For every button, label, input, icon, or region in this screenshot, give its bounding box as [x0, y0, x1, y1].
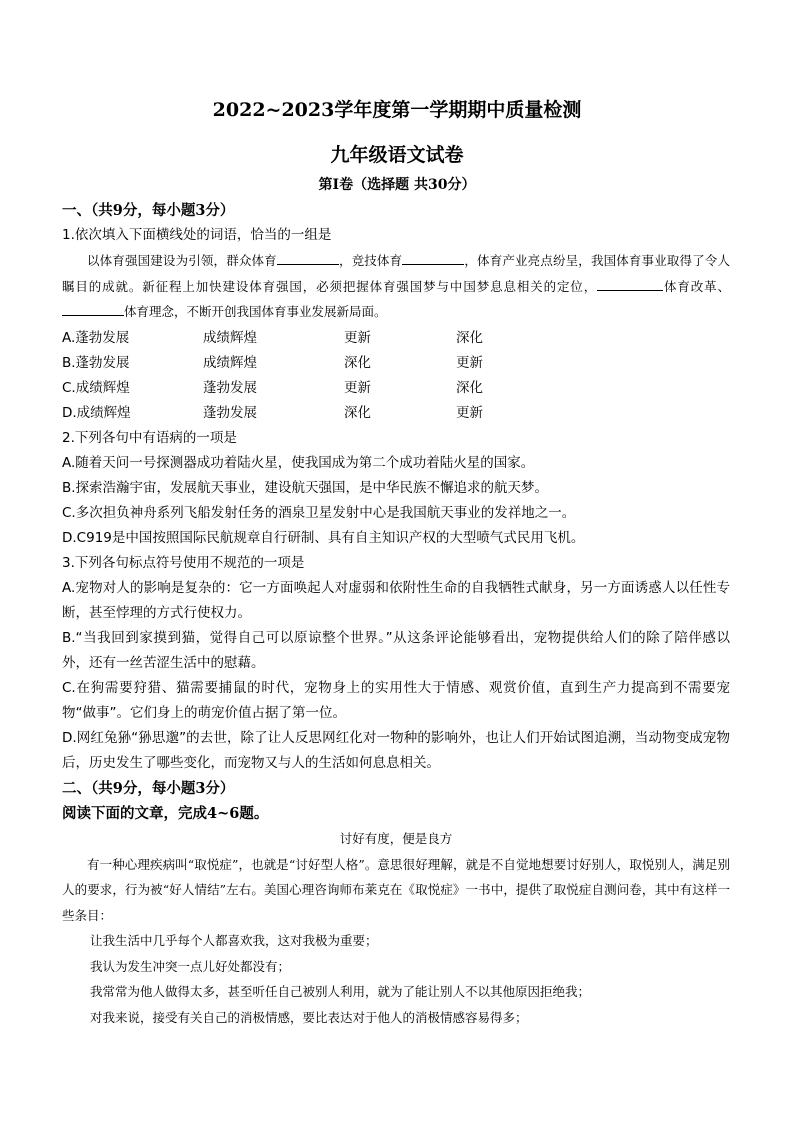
- option-cell: D.成绩辉煌: [62, 404, 131, 421]
- q3-option-c: C.在狗需要狩猎、猫需要捕鼠的时代，宠物身上的实用性大于情感、观赏价值，直到生产力提高到不需要宠物“做事”。它们身上的萌宠价值占据了第一位。: [62, 679, 730, 721]
- q3-option-a: A.宠物对人的影响是复杂的：它一方面唤起人对虚弱和依附性生命的自我牺牲式献身，另一方面诱惑人以任性专断，甚至悖理的方式行使权力。: [62, 579, 730, 621]
- fill-blank-2: [402, 250, 464, 265]
- q3-option-b: B.“当我回到家摸到猫，觉得自己可以原谅整个世界。”从这条评论能够看出，宠物提供给人们的除了陪伴感以外，还有一丝苦涩生活中的慰藉。: [62, 629, 730, 671]
- q1-option-row: [62, 376, 730, 401]
- q1-passage-part: 体育改革、: [663, 278, 730, 294]
- q3-option-d: D.网红兔狲“狲思邈”的去世，除了让人反思网红化对一物种的影响外，也让人们开始试图追溯，当动物变成宠物后，历史发生了哪些变化，而宠物又与人的生活如何息息相关。: [62, 729, 730, 771]
- option-cell: 更新: [344, 329, 371, 346]
- q1-passage-part: ，体育产业亮点纷呈，我国体育事业取得了令人瞩目的成就。新征程上加快建设体育强国，必须把握体育强国梦与中国梦息息相关的定位，: [62, 253, 730, 294]
- q2-option-b: B.探索浩瀚宇宙，发展航天事业，建设航天强国，是中华民族不懈追求的航天梦。: [62, 479, 549, 496]
- q1-passage-part: ，竞技体育: [338, 253, 403, 268]
- part-title: 第Ⅰ卷（选择题 共30分）: [318, 177, 476, 193]
- option-cell: 蓬勃发展: [203, 379, 257, 396]
- option-cell: 更新: [456, 404, 483, 421]
- q1-passage: [62, 248, 730, 325]
- fill-blank-3: [597, 276, 663, 291]
- article-list-item: 让我生活中几乎每个人都喜欢我，这对我极为重要；: [90, 933, 378, 948]
- option-cell: 更新: [456, 354, 483, 371]
- option-cell: 蓬勃发展: [203, 404, 257, 421]
- article-list-item: 我常常为他人做得太多，甚至听任自己被别人利用，就为了能让别人不以其他原因拒绝我；: [90, 984, 591, 999]
- article-list-item: 我认为发生冲突一点儿好处都没有；: [90, 958, 291, 974]
- fill-blank-4: [62, 301, 124, 316]
- article-paragraph: 有一种心理疾病叫“取悦症”，也就是“讨好型人格”。意思很好理解，就是不自觉地想要讨好别人，取悦别人，满足别人的要求，行为被“好人情结”左右。美国心理咨询师布莱克在《取悦症》一书中，提供了取悦症自测问卷，其中有这样一些条目：: [62, 856, 730, 923]
- option-cell: 深化: [344, 404, 371, 421]
- q2-option-d: D.C919是中国按照国际民航规章自行研制、具有自主知识产权的大型喷气式民用飞机。: [62, 529, 585, 546]
- q1-option-row: [62, 326, 730, 351]
- exam-subtitle: 九年级语文试卷: [330, 144, 464, 166]
- option-cell: 深化: [456, 329, 483, 346]
- q1-option-row: [62, 351, 730, 376]
- article-list-item: 对我来说，接受有关自己的消极情感，要比表达对于他人的消极情感容易得多；: [90, 1009, 528, 1025]
- exam-title: 2022~2023学年度第一学期期中质量检测: [212, 99, 582, 121]
- fill-blank-1: [277, 250, 339, 265]
- q1-stem: 1.依次填入下面横线处的词语，恰当的一组是: [62, 227, 332, 243]
- q2-stem: 2.下列各句中有语病的一项是: [62, 429, 237, 446]
- section2-intro: 阅读下面的文章，完成4~6题。: [62, 804, 269, 822]
- article-title: 讨好有度，便是良方: [339, 830, 453, 846]
- q1-passage-part: 体育理念，不断开创我国体育事业发展新局面。: [124, 304, 387, 319]
- section1-heading: 一、（共9分，每小题3分）: [62, 202, 235, 219]
- option-cell: 深化: [344, 354, 371, 371]
- exam-content: [62, 198, 730, 1030]
- q3-stem: 3.下列各句标点符号使用不规范的一项是: [62, 554, 305, 571]
- section2-heading: 二、（共9分，每小题3分）: [62, 779, 235, 797]
- q2-option-c: C.多次担负神舟系列飞船发射任务的酒泉卫星发射中心是我国航天事业的发祥地之一。: [62, 504, 576, 521]
- q1-option-row: [62, 401, 730, 426]
- q1-passage-part: 以体育强国建设为引领，群众体育: [87, 253, 277, 268]
- option-cell: 深化: [456, 379, 483, 396]
- option-cell: 更新: [344, 379, 371, 396]
- option-cell: A.蓬勃发展: [62, 329, 130, 346]
- option-cell: 成绩辉煌: [203, 354, 257, 371]
- option-cell: C.成绩辉煌: [62, 379, 130, 396]
- option-cell: B.蓬勃发展: [62, 354, 130, 371]
- option-cell: 成绩辉煌: [203, 329, 257, 346]
- q2-option-a: A.随着天问一号探测器成功着陆火星，使我国成为第二个成功着陆火星的国家。: [62, 454, 535, 471]
